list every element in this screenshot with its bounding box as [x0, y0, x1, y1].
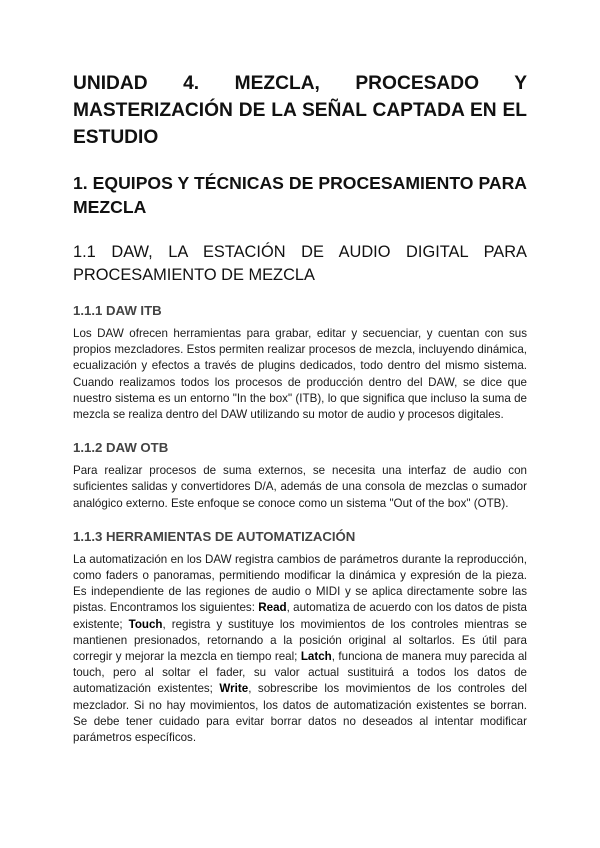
mode-latch-text: , funciona de manera muy parecida al touch, pero al soltar el fader, su valor actual sustituirá a todos los datos de automatización existentes; [73, 650, 527, 696]
document-title: UNIDAD 4. MEZCLA, PROCESADO Y MASTERIZACIÓN DE LA SEÑAL CAPTADA EN EL ESTUDIO [73, 73, 527, 148]
mode-touch-text: , registra y sustituye los movimientos de los controles mientras se mantienen presionados, retornando a la posición original al soltarlos. Es útil para corregir y mejorar la mezcla en tiempo real; [73, 617, 527, 664]
automation-intro: La automatización en los DAW registra cambios de parámetros durante la reproducción, como faders o panoramas, permitiendo modificar la dinámica y expresión de la pieza. Es independiente de las regiones de audio o MIDI y se aplica directamente sobre las pistas. Encontramos los siguientes: [73, 552, 527, 615]
subsection-heading: 1.1 DAW, LA ESTACIÓN DE AUDIO DIGITAL PARA PROCESAMIENTO DE MEZCLA [73, 243, 527, 284]
mode-write-text: , sobrescribe los movimientos de los controles del mezclador. Si no hay movimientos, los datos de automatización existentes se borran. Se debe tener cuidado para evitar borrar datos no deseados al intentar modificar parámetros específicos. [73, 682, 527, 745]
otb-paragraph: Para realizar procesos de suma externos, se necesita una interfaz de audio con suficientes salidas y convertidores D/A, además de una consola de mezclas o sumador analógico externo. Este enfoque se conoce como un sistema "Out of the box" (OTB). [73, 464, 527, 510]
section-heading: 1. EQUIPOS Y TÉCNICAS DE PROCESAMIENTO PARA MEZCLA [73, 173, 527, 217]
otb-heading: 1.1.2 DAW OTB [73, 440, 169, 456]
mode-write: Write [219, 682, 249, 696]
mode-read: Read [258, 601, 287, 615]
itb-heading: 1.1.1 DAW ITB [73, 303, 162, 318]
mode-latch: Latch [300, 650, 332, 664]
itb-paragraph: Los DAW ofrecen herramientas para grabar, editar y secuenciar, y cuentan con sus propios mezcladores. Estos permiten realizar procesos de mezcla, incluyendo dinámica, ecualización y efectos a través de plugins dedicados, todo dentro del mismo sistema. Cuando realizamos todos los procesos de producción dentro del DAW, se dice que nuestro sistema es un entorno "In the box" (ITB), lo que significa que incluso la suma de mezcla se realiza dentro del DAW utilizando su motor de audio y procesos digitales. [73, 327, 527, 422]
automation-heading: 1.1.3 HERRAMIENTAS DE AUTOMATIZACIÓN [73, 528, 356, 544]
mode-read-text: , automatiza de acuerdo con los datos de pista existente; [73, 601, 527, 631]
mode-touch: Touch [128, 617, 163, 631]
automation-paragraph [73, 552, 527, 746]
